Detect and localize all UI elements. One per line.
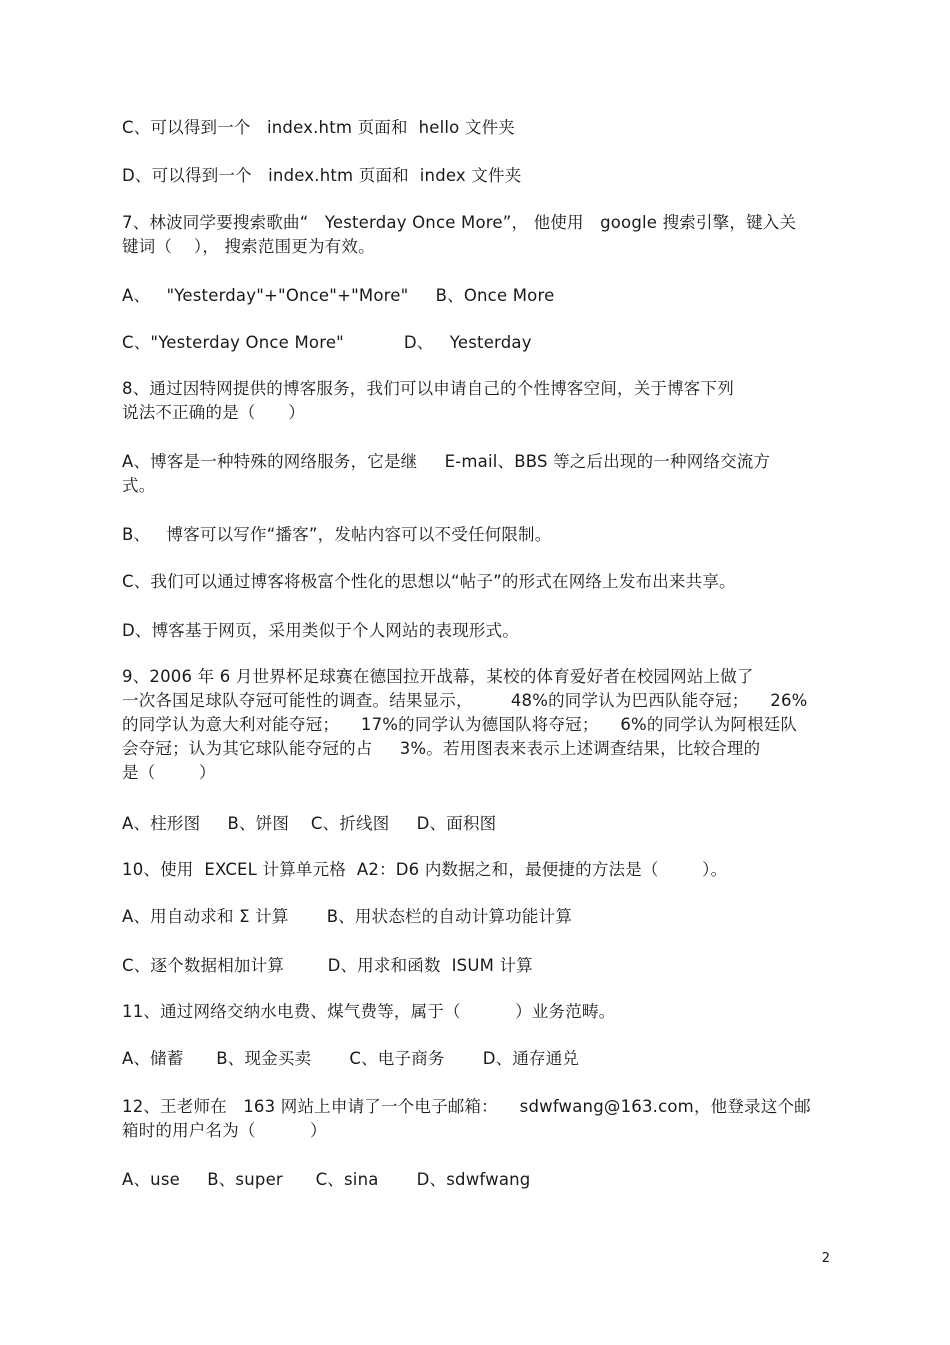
option-b-q8: B、 博客可以写作“播客”，发帖内容可以不受任何限制。 xyxy=(122,525,552,544)
options-q11: A、储蓄 B、现金买卖 C、电子商务 D、通存通兑 xyxy=(122,1049,580,1068)
option-a-q8-line-1: A、博客是一种特殊的网络服务，它是继 E-mail、BBS 等之后出现的一种网络交流方 xyxy=(122,452,771,471)
option-d-q6: D、可以得到一个 index.htm 页面和 index 文件夹 xyxy=(122,166,522,185)
page-number: 2 xyxy=(821,1251,830,1266)
question-8-line-2: 说法不正确的是（ ） xyxy=(122,403,305,422)
options-q7-cd: C、"Yesterday Once More" D、 Yesterday xyxy=(122,333,532,352)
question-7-line-1: 7、林波同学要搜索歌曲“ Yesterday Once More”， 他使用 google 搜索引擎，键入关 xyxy=(122,213,797,232)
options-q7-ab: A、 "Yesterday"+"Once"+"More" B、Once More xyxy=(122,286,555,305)
option-d-q8: D、博客基于网页，采用类似于个人网站的表现形式。 xyxy=(122,621,520,640)
options-q10-cd: C、逐个数据相加计算 D、用求和函数 ISUM 计算 xyxy=(122,956,533,975)
options-q9: A、柱形图 B、饼图 C、折线图 D、面积图 xyxy=(122,814,497,833)
question-9-line-3: 的同学认为意大利对能夺冠； 17%的同学认为德国队将夺冠； 6%的同学认为阿根廷队 xyxy=(122,715,798,734)
question-7-line-2: 键词（ ）， 搜索范围更为有效。 xyxy=(122,237,375,256)
question-9-line-2: 一次各国足球队夺冠可能性的调查。结果显示， 48%的同学认为巴西队能夺冠； 26% xyxy=(122,691,808,710)
question-11: 11、通过网络交纳水电费、煤气费等，属于（ ）业务范畴。 xyxy=(122,1002,616,1021)
options-q12: A、use B、super C、sina D、sdwfwang xyxy=(122,1170,531,1189)
question-8-line-1: 8、通过因特网提供的博客服务，我们可以申请自己的个性博客空间，关于博客下列 xyxy=(122,379,734,398)
option-a-q8-line-2: 式。 xyxy=(122,476,156,495)
option-c-q8: C、我们可以通过博客将极富个性化的思想以“帖子”的形式在网络上发布出来共享。 xyxy=(122,572,736,591)
question-9-line-5: 是（ ） xyxy=(122,763,216,782)
option-c-q6: C、可以得到一个 index.htm 页面和 hello 文件夹 xyxy=(122,118,515,137)
question-9-line-4: 会夺冠；认为其它球队能夺冠的占 3%。若用图表来表示上述调查结果，比较合理的 xyxy=(122,739,761,758)
question-12-line-2: 箱时的用户名为（ ） xyxy=(122,1121,327,1140)
question-12-line-1: 12、王老师在 163 网站上申请了一个电子邮箱： sdwfwang@163.com，他登录这个邮 xyxy=(122,1097,811,1116)
question-10: 10、使用 EXCEL 计算单元格 A2：D6 内数据之和，最便捷的方法是（ ）。 xyxy=(122,860,728,879)
question-9-line-1: 9、2006 年 6 月世界杯足球赛在德国拉开战幕，某校的体育爱好者在校园网站上做了 xyxy=(122,667,754,686)
options-q10-ab: A、用自动求和 Σ 计算 B、用状态栏的自动计算功能计算 xyxy=(122,907,573,926)
